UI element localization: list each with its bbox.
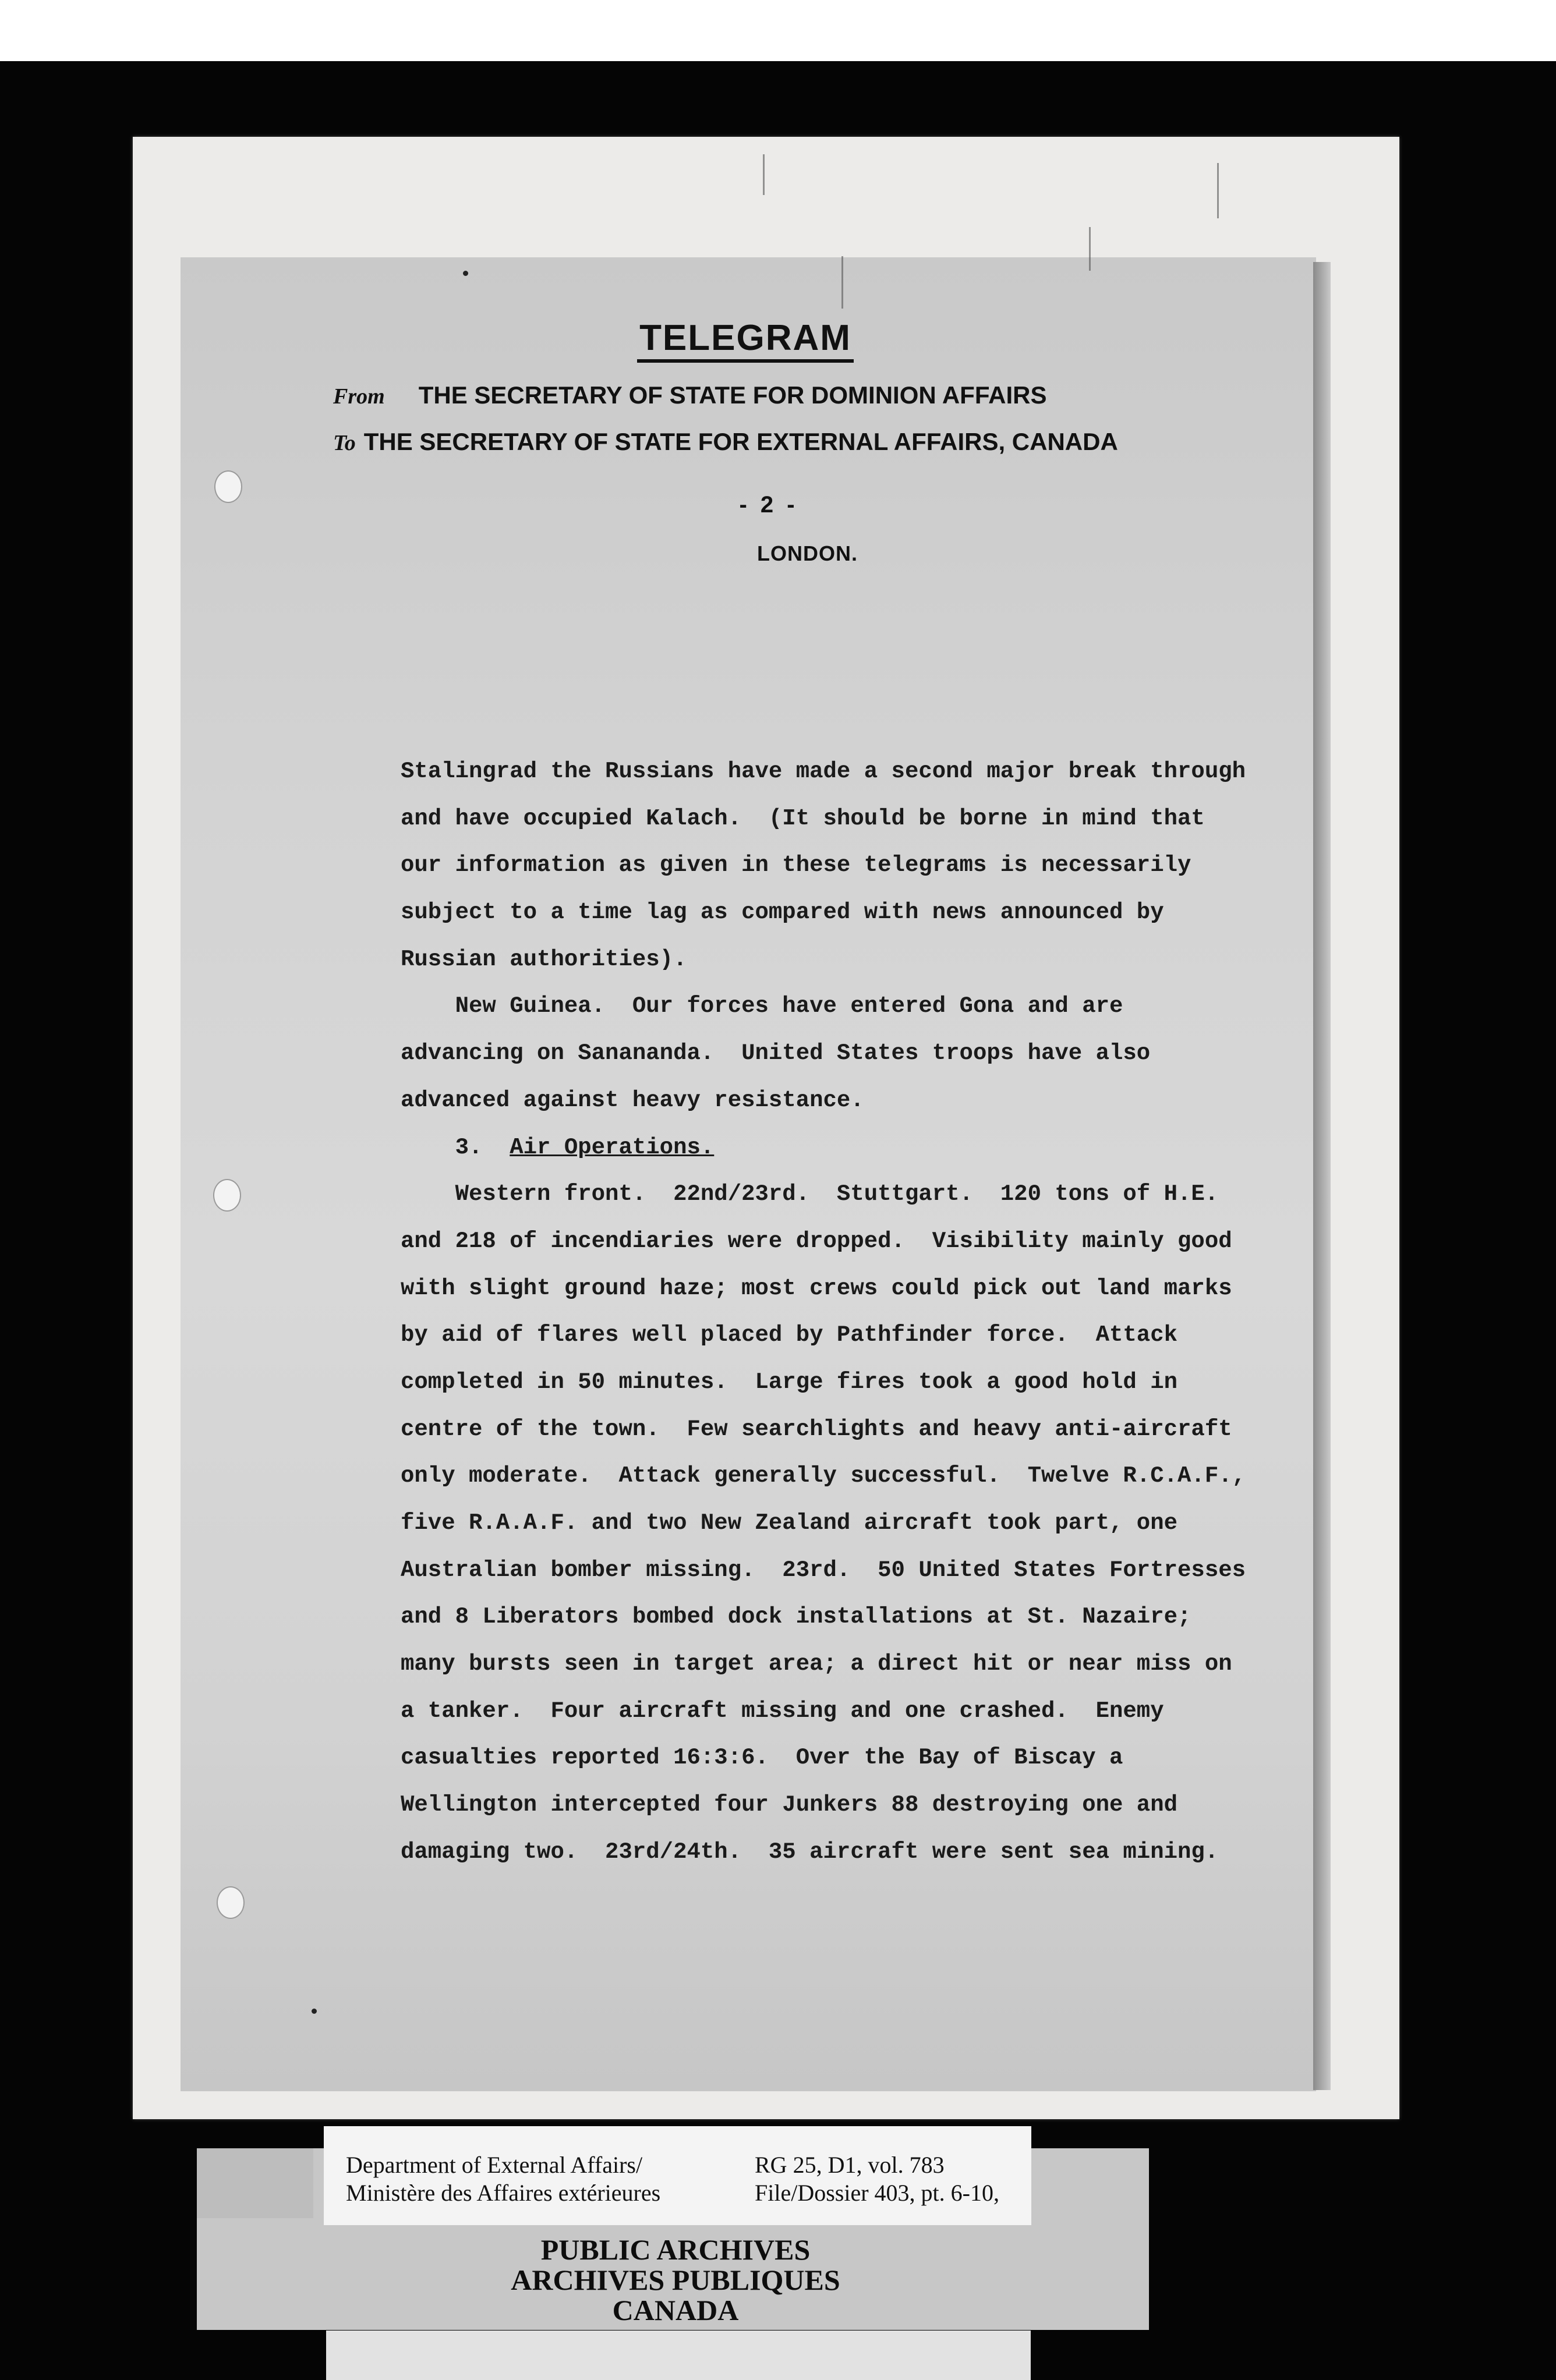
page-number: - 2 - [739,492,798,518]
archive-reference-line-1: RG 25, D1, vol. 783 [755,2152,945,2178]
stamp-line-1: PUBLIC ARCHIVES [540,2233,811,2266]
body-line: damaging two. 23rd/24th. 35 aircraft were sent sea mining. [401,1839,1219,1865]
scratch-mark [1217,163,1219,218]
body-line: with slight ground haze; most crews could pick out land marks [401,1275,1232,1301]
body-line: Russian authorities). [401,946,687,972]
body-line: Stalingrad the Russians have made a second major break through [401,759,1246,784]
section-number: 3. [401,1134,510,1160]
stamp-line-2: ARCHIVES PUBLIQUES [511,2264,840,2296]
telegram-title [0,317,1491,359]
punch-hole-middle [213,1179,241,1212]
body-line: our information as given in these telegrams is necessarily [401,852,1191,879]
body-line: by aid of flares well placed by Pathfinder force. Attack [401,1322,1178,1348]
body-line: and 8 Liberators bombed dock installations at St. Nazaire; [401,1604,1191,1630]
public-archives-stamp [326,2234,1025,2325]
section-heading-line [401,1124,1309,1171]
stamp-line-3: CANADA [612,2294,739,2326]
place-of-origin: LONDON. [757,541,858,565]
to-line [333,428,1118,456]
archive-stamp-tab [197,2148,313,2218]
department-name-fr: Ministère des Affaires extérieures [346,2180,661,2206]
department-name-en: Department of External Affairs/ [346,2152,643,2178]
to-label: To [333,431,356,455]
body-line: Wellington intercepted four Junkers 88 destroying one and [401,1792,1178,1818]
from-line [333,381,1047,409]
body-line: five R.A.A.F. and two New Zealand aircraft took part, one [401,1510,1178,1536]
from-text: THE SECRETARY OF STATE FOR DOMINION AFFAIRS [418,381,1047,409]
punch-hole-bottom [217,1886,245,1919]
page-edge-shadow [1313,262,1331,2090]
punch-hole-top [214,470,242,503]
body-line: a tanker. Four aircraft missing and one crashed. Enemy [401,1698,1164,1724]
body-line: Western front. 22nd/23rd. Stuttgart. 120 tons of H.E. [401,1181,1219,1207]
section-heading: Air Operations. [510,1134,715,1160]
body-line: only moderate. Attack generally successful. Twelve R.C.A.F., [401,1463,1246,1489]
body-line: and have occupied Kalach. (It should be borne in mind that [401,805,1205,831]
to-text: THE SECRETARY OF STATE FOR EXTERNAL AFFAIRS, CANADA [363,428,1118,455]
body-line: and 218 of incendiaries were dropped. Visibility mainly good [401,1228,1232,1254]
dust-speck [312,2009,317,2014]
scratch-mark [763,154,765,195]
archive-stamp-strip [326,2331,1031,2380]
scratch-mark [841,256,843,309]
from-label: From [333,384,385,409]
body-line: many bursts seen in target area; a direct hit or near miss on [401,1651,1232,1677]
body-line: New Guinea. Our forces have entered Gona and are [401,993,1123,1019]
telegram-title-text: TELEGRAM [637,318,854,363]
body-line: advancing on Sananandа. United States troops have also [401,1040,1151,1067]
body-line: Australian bomber missing. 23rd. 50 United States Fortresses [401,1557,1246,1583]
archive-reference-line-2: File/Dossier 403, pt. 6-10, [755,2180,999,2206]
body-line: centre of the town. Few searchlights and heavy anti-aircraft [401,1416,1232,1442]
dust-speck [463,271,468,276]
body-line: advanced against heavy resistance. [401,1087,864,1113]
body-line: subject to a time lag as compared with news announced by [401,899,1164,926]
telegram-body [401,748,1309,1876]
body-line: casualties reported 16:3:6. Over the Bay of Biscay a [401,1745,1123,1771]
body-line: completed in 50 minutes. Large fires took a good hold in [401,1369,1178,1395]
scratch-mark [1089,227,1091,271]
